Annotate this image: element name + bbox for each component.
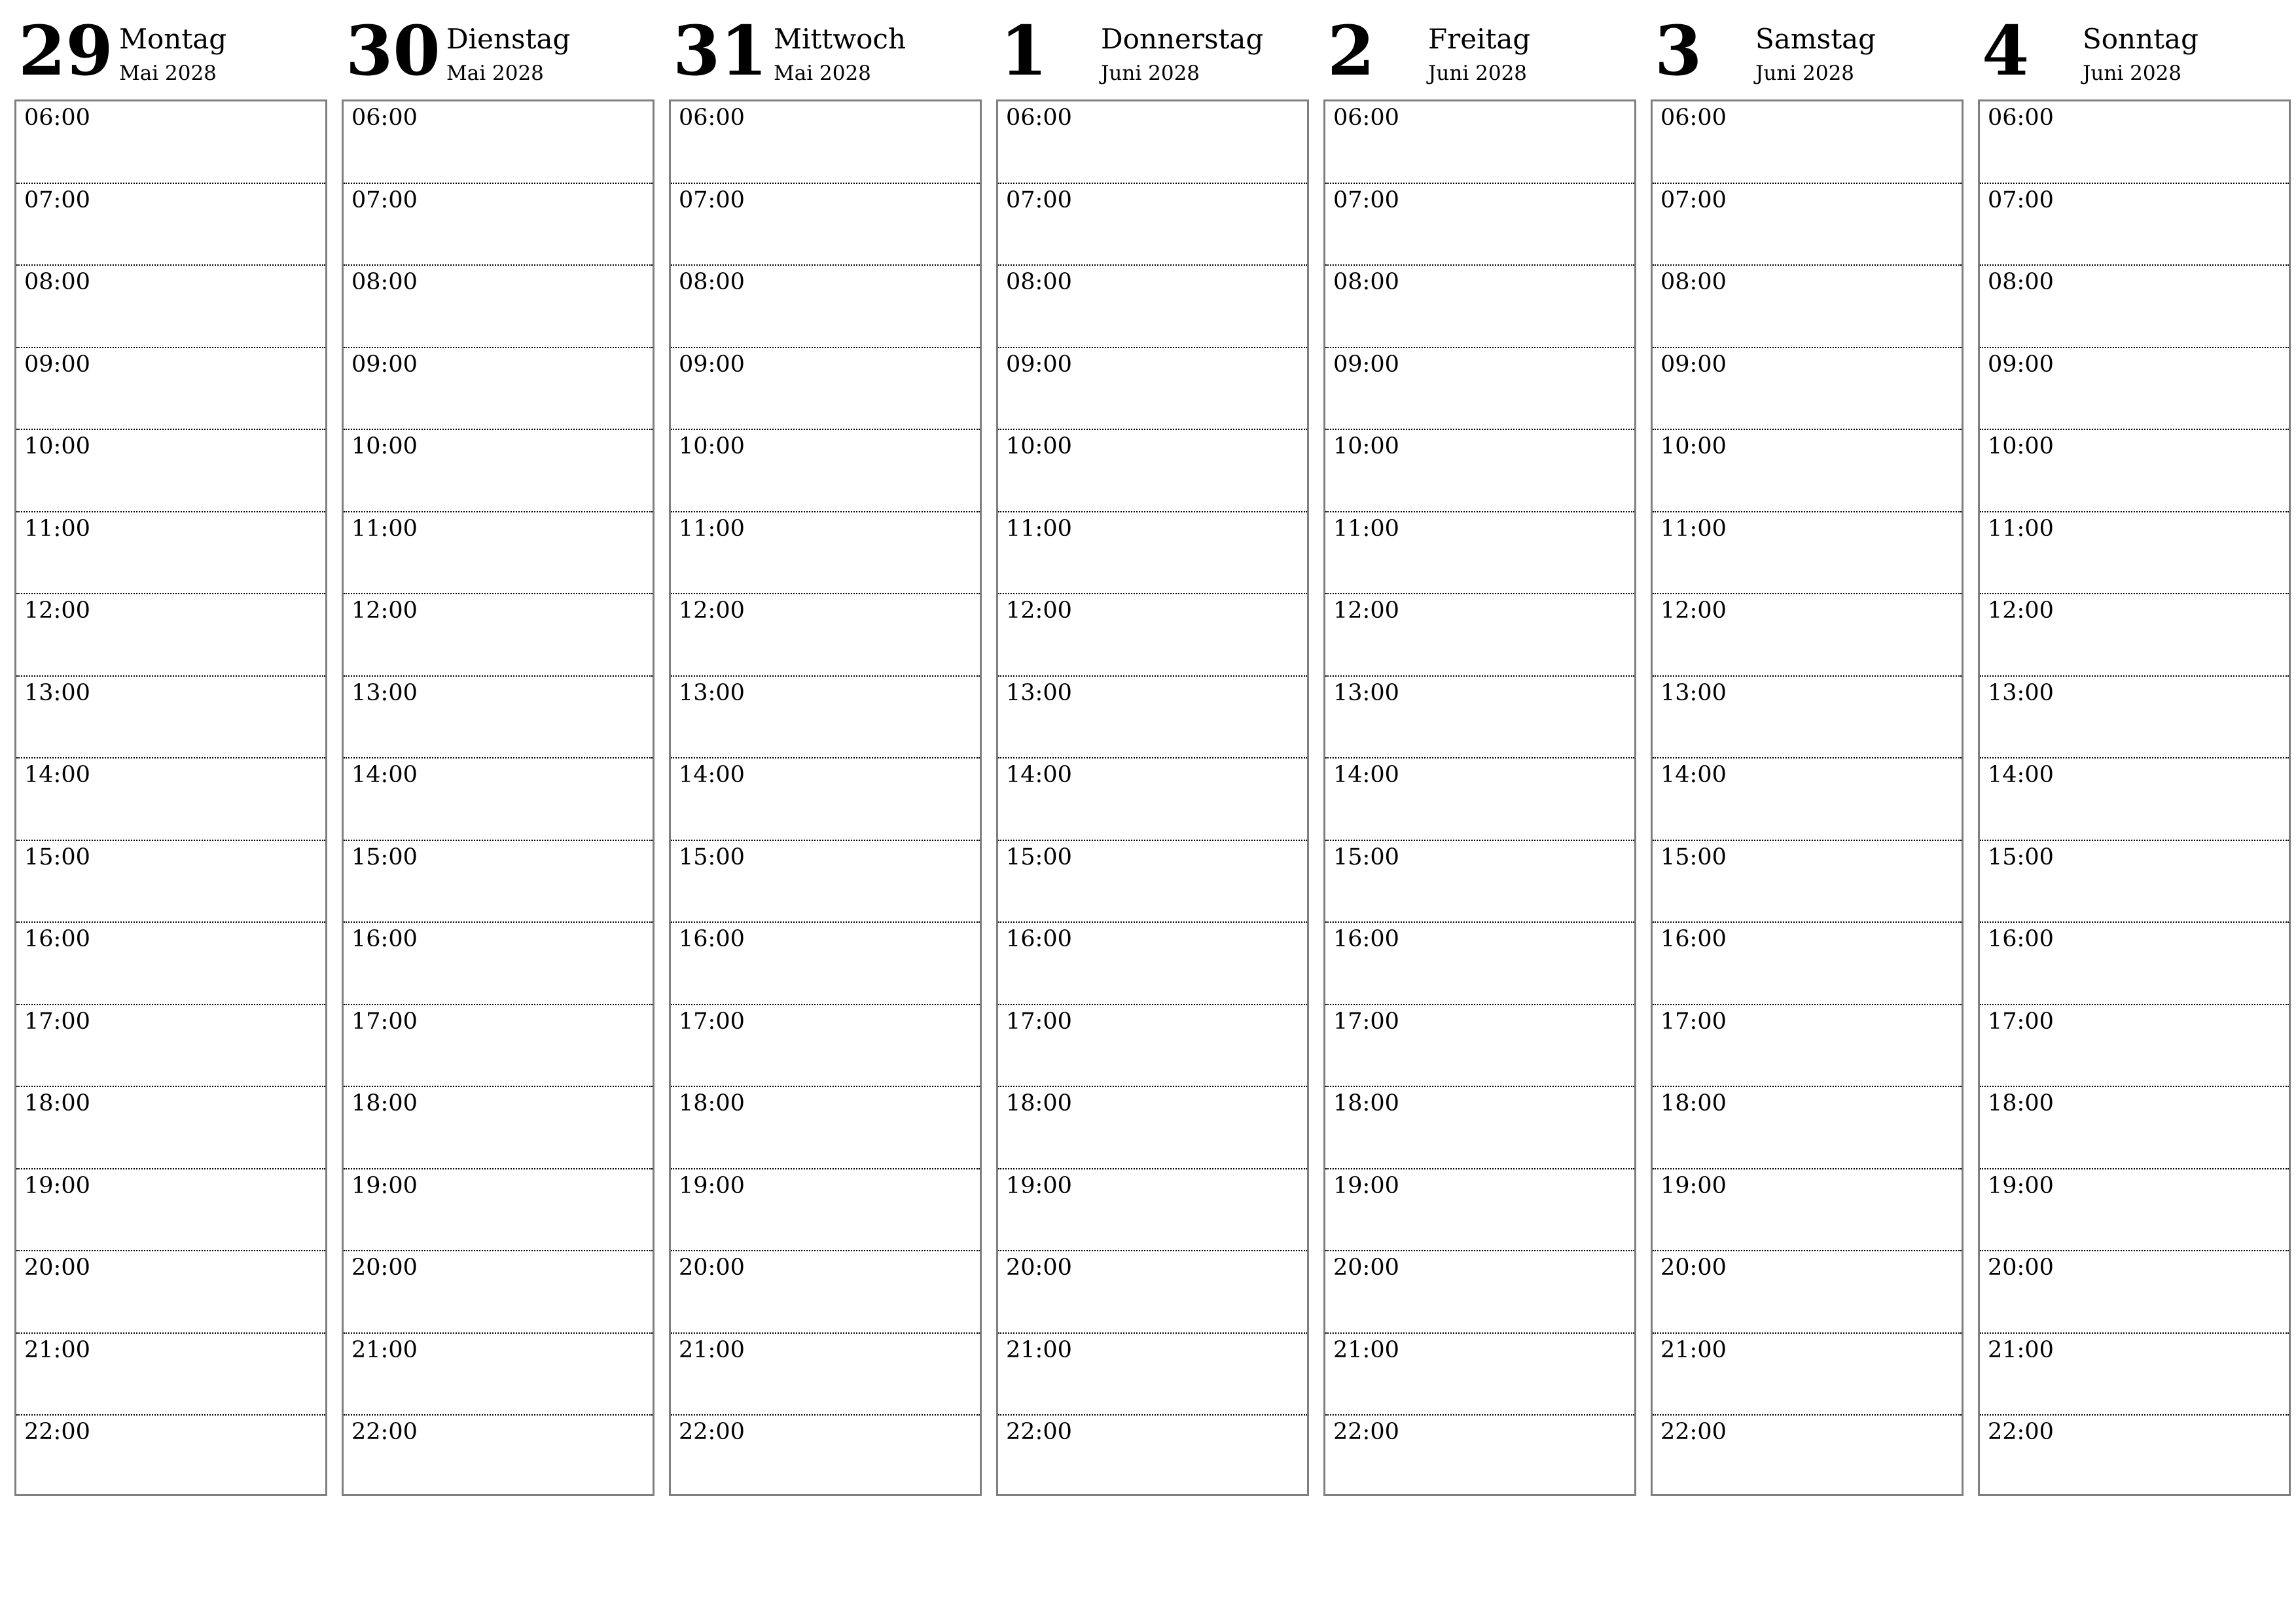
hour-slot: 07:00: [344, 184, 653, 266]
hour-slot: 22:00: [1333, 1419, 1399, 1445]
hour-slot: 10:00: [344, 430, 653, 512]
hour-grid: [342, 99, 655, 1496]
hour-slot: 19:00: [998, 1169, 1307, 1252]
hour-slot: 16:00: [344, 923, 653, 1005]
hour-slot: 12:00: [344, 594, 653, 677]
day-header: [1323, 10, 1636, 99]
hour-slot: 17:00: [1325, 1005, 1634, 1088]
hour-slot: 14:00: [1325, 758, 1634, 841]
day-header: [1651, 10, 1964, 99]
hour-slot: 14:00: [998, 758, 1307, 841]
hour-slot: 22:00: [351, 1419, 418, 1445]
hour-slot: 17:00: [1653, 1005, 1962, 1088]
hour-slot: 11:00: [1653, 512, 1962, 595]
hour-slot: 21:00: [1980, 1334, 2289, 1416]
hour-slot: 10:00: [1325, 430, 1634, 512]
hour-slot: 17:00: [1980, 1005, 2289, 1088]
hour-slot: 21:00: [16, 1334, 325, 1416]
day-column-thursday: [996, 10, 1309, 1496]
day-column-wednesday: [669, 10, 982, 1496]
hour-grid: [1978, 99, 2291, 1496]
hour-slot: 06:00: [998, 101, 1307, 184]
day-number: 1: [1000, 10, 1048, 91]
hour-slot: 19:00: [16, 1169, 325, 1252]
hour-slot: 20:00: [998, 1251, 1307, 1334]
hour-slot: 16:00: [1980, 923, 2289, 1005]
day-number: 4: [1982, 10, 2030, 91]
hour-slot: 13:00: [1325, 677, 1634, 759]
hour-slot: 20:00: [1325, 1251, 1634, 1334]
week-columns: [14, 10, 2283, 1496]
hour-slot: 20:00: [1980, 1251, 2289, 1334]
hour-slot: 21:00: [344, 1334, 653, 1416]
hour-slot: 19:00: [1980, 1169, 2289, 1252]
hour-slot: 12:00: [998, 594, 1307, 677]
hour-slot: 10:00: [671, 430, 980, 512]
hour-slot: 14:00: [16, 758, 325, 841]
day-column-monday: [14, 10, 327, 1496]
hour-slot: 19:00: [671, 1169, 980, 1252]
hour-slot: 18:00: [1980, 1087, 2289, 1169]
day-column-saturday: [1651, 10, 1964, 1496]
day-header: [669, 10, 982, 99]
month-year: Juni 2028: [1101, 62, 1200, 85]
month-year: Juni 2028: [2083, 62, 2182, 85]
hour-slot: 22:00: [1006, 1419, 1072, 1445]
hour-slot: 13:00: [1980, 677, 2289, 759]
weekday-name: Samstag: [1755, 23, 1876, 55]
day-column-tuesday: [342, 10, 655, 1496]
hour-slot: 08:00: [1325, 266, 1634, 348]
hour-slot: 10:00: [16, 430, 325, 512]
hour-slot: 09:00: [998, 348, 1307, 431]
hour-slot: 10:00: [1653, 430, 1962, 512]
hour-slot: 13:00: [998, 677, 1307, 759]
hour-slot: 10:00: [998, 430, 1307, 512]
hour-slot: 08:00: [344, 266, 653, 348]
hour-slot: 09:00: [16, 348, 325, 431]
hour-slot: 22:00: [24, 1419, 90, 1445]
hour-slot: 09:00: [1980, 348, 2289, 431]
hour-slot: 18:00: [16, 1087, 325, 1169]
hour-slot: 06:00: [1653, 101, 1962, 184]
month-year: Mai 2028: [119, 62, 217, 85]
hour-slot: 17:00: [344, 1005, 653, 1088]
hour-slot: 11:00: [1325, 512, 1634, 595]
hour-slot: 10:00: [1980, 430, 2289, 512]
month-year: Juni 2028: [1755, 62, 1855, 85]
hour-slot: 13:00: [344, 677, 653, 759]
hour-slot: 06:00: [671, 101, 980, 184]
day-number: 31: [673, 10, 768, 91]
hour-slot: 12:00: [1653, 594, 1962, 677]
hour-slot: 22:00: [1660, 1419, 1727, 1445]
hour-slot: 09:00: [1653, 348, 1962, 431]
day-number: 3: [1655, 10, 1702, 91]
hour-slot: 18:00: [671, 1087, 980, 1169]
hour-slot: 07:00: [1653, 184, 1962, 266]
hour-slot: 07:00: [998, 184, 1307, 266]
hour-slot: 19:00: [1325, 1169, 1634, 1252]
hour-slot: 16:00: [998, 923, 1307, 1005]
hour-slot: 16:00: [671, 923, 980, 1005]
hour-slot: 08:00: [16, 266, 325, 348]
hour-slot: 08:00: [671, 266, 980, 348]
hour-slot: 16:00: [1325, 923, 1634, 1005]
hour-slot: 19:00: [344, 1169, 653, 1252]
day-number: 2: [1327, 10, 1375, 91]
hour-slot: 09:00: [1325, 348, 1634, 431]
hour-slot: 12:00: [1980, 594, 2289, 677]
hour-slot: 06:00: [1325, 101, 1634, 184]
month-year: Mai 2028: [446, 62, 544, 85]
hour-slot: 21:00: [671, 1334, 980, 1416]
hour-slot: 07:00: [16, 184, 325, 266]
hour-slot: 15:00: [1325, 841, 1634, 923]
hour-slot: 12:00: [671, 594, 980, 677]
weekday-name: Freitag: [1428, 23, 1531, 55]
hour-slot: 15:00: [16, 841, 325, 923]
hour-slot: 13:00: [671, 677, 980, 759]
day-header: [1978, 10, 2291, 99]
hour-slot: 18:00: [998, 1087, 1307, 1169]
day-header: [14, 10, 327, 99]
day-header: [342, 10, 655, 99]
weekday-name: Mittwoch: [774, 23, 906, 55]
weekday-name: Dienstag: [446, 23, 571, 55]
hour-grid: [14, 99, 327, 1496]
day-header: [996, 10, 1309, 99]
hour-slot: 15:00: [344, 841, 653, 923]
hour-grid: [996, 99, 1309, 1496]
hour-slot: 11:00: [344, 512, 653, 595]
hour-slot: 15:00: [671, 841, 980, 923]
weekday-name: Montag: [119, 23, 227, 55]
hour-slot: 19:00: [1653, 1169, 1962, 1252]
hour-slot: 14:00: [1980, 758, 2289, 841]
hour-slot: 16:00: [16, 923, 325, 1005]
hour-slot: 14:00: [344, 758, 653, 841]
day-column-friday: [1323, 10, 1636, 1496]
hour-slot: 18:00: [1325, 1087, 1634, 1169]
hour-slot: 11:00: [16, 512, 325, 595]
hour-slot: 11:00: [671, 512, 980, 595]
hour-slot: 20:00: [16, 1251, 325, 1334]
day-column-sunday: [1978, 10, 2291, 1496]
hour-grid: [1323, 99, 1636, 1496]
weekday-name: Sonntag: [2083, 23, 2198, 55]
hour-slot: 07:00: [671, 184, 980, 266]
hour-slot: 18:00: [344, 1087, 653, 1169]
hour-slot: 15:00: [1653, 841, 1962, 923]
hour-slot: 09:00: [671, 348, 980, 431]
hour-slot: 18:00: [1653, 1087, 1962, 1169]
hour-slot: 13:00: [16, 677, 325, 759]
hour-grid: [1651, 99, 1964, 1496]
hour-slot: 22:00: [679, 1419, 745, 1445]
hour-slot: 08:00: [1980, 266, 2289, 348]
hour-slot: 09:00: [344, 348, 653, 431]
hour-slot: 07:00: [1325, 184, 1634, 266]
hour-slot: 06:00: [1980, 101, 2289, 184]
hour-slot: 08:00: [998, 266, 1307, 348]
hour-slot: 17:00: [16, 1005, 325, 1088]
hour-slot: 16:00: [1653, 923, 1962, 1005]
hour-slot: 15:00: [998, 841, 1307, 923]
hour-slot: 14:00: [1653, 758, 1962, 841]
hour-slot: 14:00: [671, 758, 980, 841]
hour-slot: 12:00: [1325, 594, 1634, 677]
hour-slot: 17:00: [671, 1005, 980, 1088]
hour-slot: 17:00: [998, 1005, 1307, 1088]
hour-slot: 11:00: [998, 512, 1307, 595]
hour-slot: 07:00: [1980, 184, 2289, 266]
hour-slot: 12:00: [16, 594, 325, 677]
hour-slot: 08:00: [1653, 266, 1962, 348]
hour-slot: 22:00: [1988, 1419, 2054, 1445]
weekday-name: Donnerstag: [1101, 23, 1264, 55]
hour-slot: 21:00: [998, 1334, 1307, 1416]
hour-slot: 21:00: [1325, 1334, 1634, 1416]
hour-slot: 13:00: [1653, 677, 1962, 759]
hour-slot: 06:00: [344, 101, 653, 184]
hour-slot: 11:00: [1980, 512, 2289, 595]
hour-slot: 21:00: [1653, 1334, 1962, 1416]
hour-grid: [669, 99, 982, 1496]
hour-slot: 06:00: [16, 101, 325, 184]
hour-slot: 15:00: [1980, 841, 2289, 923]
month-year: Mai 2028: [774, 62, 871, 85]
month-year: Juni 2028: [1428, 62, 1528, 85]
hour-slot: 20:00: [344, 1251, 653, 1334]
hour-slot: 20:00: [1653, 1251, 1962, 1334]
hour-slot: 20:00: [671, 1251, 980, 1334]
day-number: 30: [346, 10, 440, 91]
day-number: 29: [18, 10, 113, 91]
